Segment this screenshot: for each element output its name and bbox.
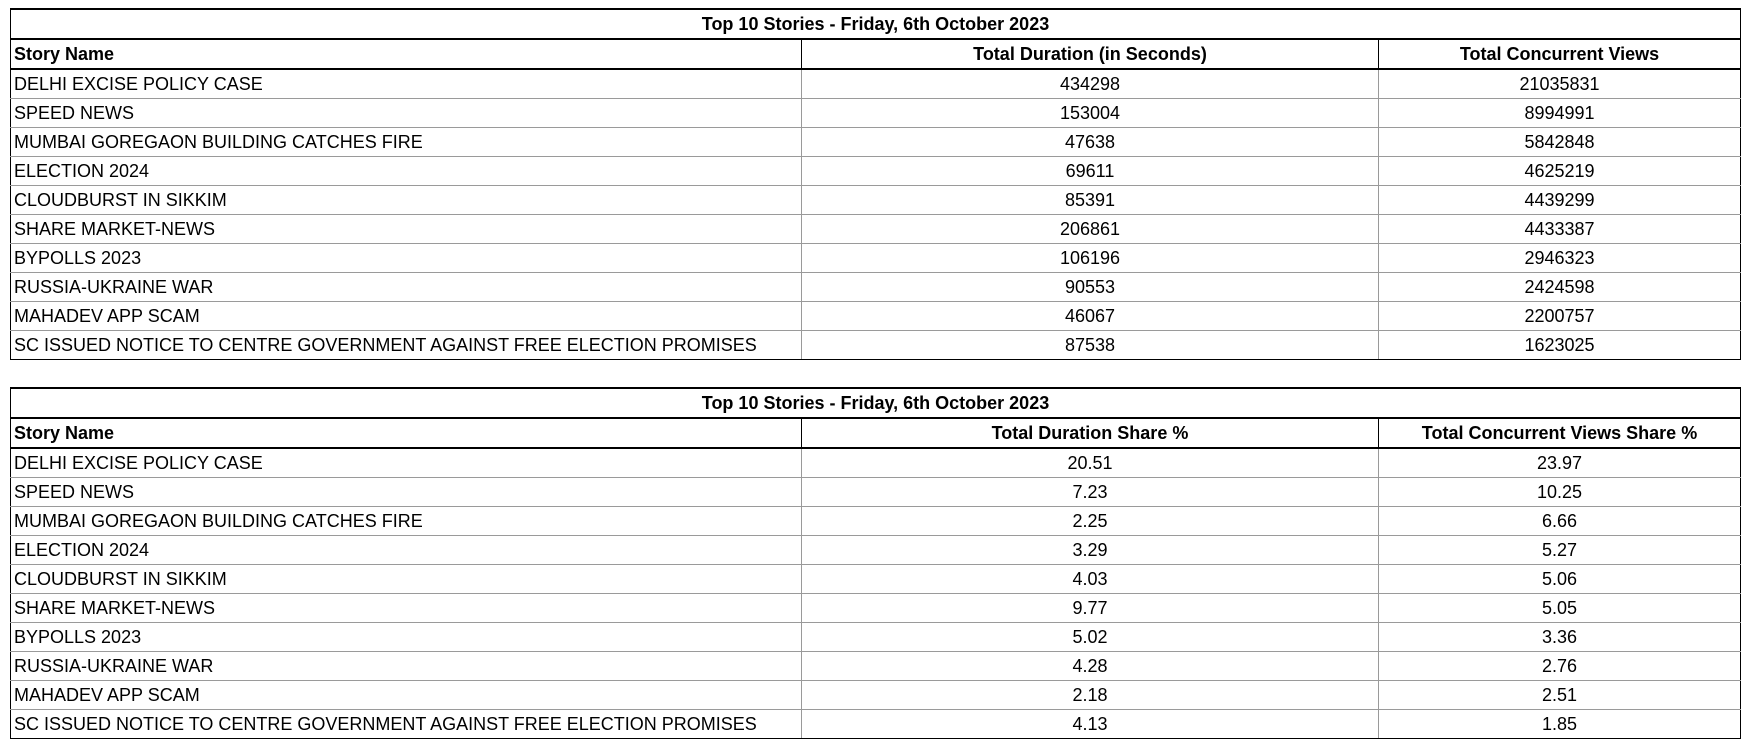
story-name-cell: DELHI EXCISE POLICY CASE <box>11 69 802 99</box>
duration-cell: 90553 <box>802 273 1379 302</box>
table-row <box>11 448 1741 478</box>
views-share-cell: 5.06 <box>1379 565 1741 594</box>
table-row <box>11 99 1741 128</box>
views-cell: 4625219 <box>1379 157 1741 186</box>
table-row <box>11 536 1741 565</box>
duration-cell: 69611 <box>802 157 1379 186</box>
table-row <box>11 244 1741 273</box>
views-cell: 8994991 <box>1379 99 1741 128</box>
duration-share-cell: 2.18 <box>802 681 1379 710</box>
story-name-cell: DELHI EXCISE POLICY CASE <box>11 448 802 478</box>
table-row <box>11 302 1741 331</box>
column-header-total-concurrent-views: Total Concurrent Views <box>1379 39 1741 69</box>
views-share-cell: 23.97 <box>1379 448 1741 478</box>
story-name-cell: MUMBAI GOREGAON BUILDING CATCHES FIRE <box>11 128 802 157</box>
story-name-cell: MUMBAI GOREGAON BUILDING CATCHES FIRE <box>11 507 802 536</box>
views-cell: 5842848 <box>1379 128 1741 157</box>
story-name-cell: BYPOLLS 2023 <box>11 244 802 273</box>
duration-cell: 153004 <box>802 99 1379 128</box>
table-row <box>11 507 1741 536</box>
column-header-views-share: Total Concurrent Views Share % <box>1379 418 1741 448</box>
column-header-total-duration: Total Duration (in Seconds) <box>802 39 1379 69</box>
table-row <box>11 623 1741 652</box>
views-share-cell: 1.85 <box>1379 710 1741 739</box>
table-row <box>11 594 1741 623</box>
table-row <box>11 157 1741 186</box>
views-cell: 4433387 <box>1379 215 1741 244</box>
duration-share-cell: 2.25 <box>802 507 1379 536</box>
duration-cell: 106196 <box>802 244 1379 273</box>
views-share-cell: 5.05 <box>1379 594 1741 623</box>
table-row <box>11 710 1741 739</box>
duration-cell: 85391 <box>802 186 1379 215</box>
duration-share-cell: 9.77 <box>802 594 1379 623</box>
duration-share-cell: 4.03 <box>802 565 1379 594</box>
column-header-story-name: Story Name <box>11 39 802 69</box>
duration-share-cell: 20.51 <box>802 448 1379 478</box>
table-row <box>11 331 1741 360</box>
story-name-cell: SHARE MARKET-NEWS <box>11 215 802 244</box>
story-name-cell: BYPOLLS 2023 <box>11 623 802 652</box>
story-name-cell: SC ISSUED NOTICE TO CENTRE GOVERNMENT AGAINST FREE ELECTION PROMISES <box>11 710 802 739</box>
story-name-cell: SC ISSUED NOTICE TO CENTRE GOVERNMENT AGAINST FREE ELECTION PROMISES <box>11 331 802 360</box>
table-row <box>11 565 1741 594</box>
stories-duration-views-table <box>10 8 1741 360</box>
table-row <box>11 69 1741 99</box>
views-cell: 1623025 <box>1379 331 1741 360</box>
table-row <box>11 186 1741 215</box>
duration-cell: 46067 <box>802 302 1379 331</box>
views-cell: 2200757 <box>1379 302 1741 331</box>
views-share-cell: 6.66 <box>1379 507 1741 536</box>
views-cell: 21035831 <box>1379 69 1741 99</box>
duration-cell: 206861 <box>802 215 1379 244</box>
views-share-cell: 3.36 <box>1379 623 1741 652</box>
views-cell: 4439299 <box>1379 186 1741 215</box>
table-title: Top 10 Stories - Friday, 6th October 2023 <box>11 9 1741 39</box>
story-name-cell: CLOUDBURST IN SIKKIM <box>11 186 802 215</box>
views-cell: 2424598 <box>1379 273 1741 302</box>
table-row <box>11 681 1741 710</box>
story-name-cell: RUSSIA-UKRAINE WAR <box>11 273 802 302</box>
table-row <box>11 478 1741 507</box>
views-share-cell: 2.76 <box>1379 652 1741 681</box>
duration-cell: 434298 <box>802 69 1379 99</box>
story-name-cell: CLOUDBURST IN SIKKIM <box>11 565 802 594</box>
duration-share-cell: 4.13 <box>802 710 1379 739</box>
story-name-cell: ELECTION 2024 <box>11 536 802 565</box>
duration-cell: 47638 <box>802 128 1379 157</box>
table-row <box>11 128 1741 157</box>
table-row <box>11 652 1741 681</box>
column-header-story-name: Story Name <box>11 418 802 448</box>
story-name-cell: ELECTION 2024 <box>11 157 802 186</box>
table-row <box>11 215 1741 244</box>
stories-share-percent-table <box>10 387 1741 739</box>
story-name-cell: MAHADEV APP SCAM <box>11 681 802 710</box>
column-header-duration-share: Total Duration Share % <box>802 418 1379 448</box>
story-name-cell: MAHADEV APP SCAM <box>11 302 802 331</box>
duration-share-cell: 3.29 <box>802 536 1379 565</box>
views-cell: 2946323 <box>1379 244 1741 273</box>
duration-cell: 87538 <box>802 331 1379 360</box>
table-title: Top 10 Stories - Friday, 6th October 2023 <box>11 388 1741 418</box>
story-name-cell: SHARE MARKET-NEWS <box>11 594 802 623</box>
views-share-cell: 2.51 <box>1379 681 1741 710</box>
story-name-cell: SPEED NEWS <box>11 478 802 507</box>
story-name-cell: SPEED NEWS <box>11 99 802 128</box>
table-row <box>11 273 1741 302</box>
story-name-cell: RUSSIA-UKRAINE WAR <box>11 652 802 681</box>
views-share-cell: 5.27 <box>1379 536 1741 565</box>
duration-share-cell: 5.02 <box>802 623 1379 652</box>
views-share-cell: 10.25 <box>1379 478 1741 507</box>
duration-share-cell: 4.28 <box>802 652 1379 681</box>
duration-share-cell: 7.23 <box>802 478 1379 507</box>
